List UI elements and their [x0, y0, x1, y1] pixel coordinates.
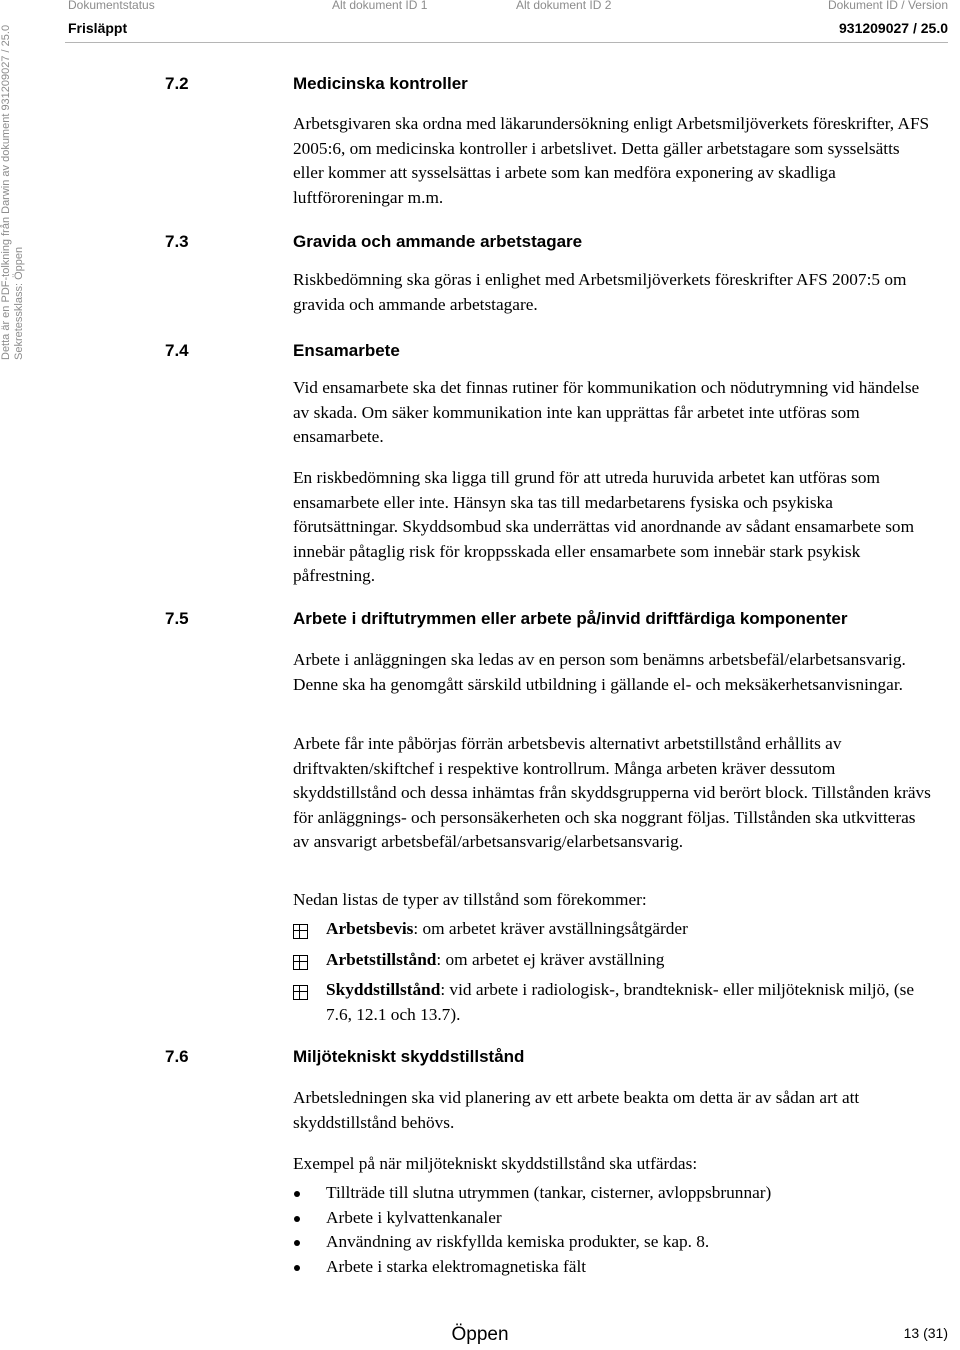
permit-type-list [293, 917, 933, 1027]
side-text-classification: Sekretessklass: Öppen [13, 246, 25, 360]
section-number: 7.5 [165, 609, 189, 628]
list-item-text: Arbete i starka elektromagnetiska fält [326, 1256, 587, 1276]
bullet-icon [294, 1191, 300, 1197]
list-item [293, 978, 933, 1027]
list-item-term: Arbetstillstånd [326, 949, 437, 969]
paragraph: Vid ensamarbete ska det finnas rutiner för kommunikation och nödutrymning vid händelse av skada. Om säker kommunikation inte kan upprättas får arbetet inte utföras som ensamarbete. [293, 378, 920, 447]
section-number: 7.2 [165, 74, 189, 93]
header-label-status: Dokumentstatus [68, 0, 155, 12]
example-list [293, 1181, 933, 1279]
checkbox-bullet-icon [293, 985, 308, 1000]
paragraph: Arbete får inte påbörjas förrän arbetsbevis alternativt arbetstillstånd erhållits av driftvakten/skiftchef i respektive kontrollrum. Många arbeten kräver dessutom skyddstillstånd och dessa inhämtas från skyddsgrupperna vid berört block. Tillstånden krävs för anläggnings- och personsäkerheten och ska noggrant följas. Tillstånden ska utkvitteras av ansvarigt arbetsbefäl/arbetsansvarig/elarbetsansvarig. [293, 734, 931, 852]
header-doc-version-value: 931209027 / 25.0 [839, 20, 948, 36]
list-item-text: Tillträde till slutna utrymmen (tankar, cisterner, avloppsbrunnar) [326, 1183, 772, 1202]
side-text-source: Detta är en PDF-tolkning från Darwin av dokument 931209027 / 25.0 [0, 24, 12, 360]
list-item [293, 1230, 933, 1255]
list-item-text: Arbete i kylvattenkanaler [326, 1207, 502, 1227]
section-number: 7.3 [165, 232, 189, 251]
checkbox-bullet-icon [293, 955, 308, 970]
section-title: Medicinska kontroller [293, 74, 468, 93]
section-title: Arbete i driftutrymmen eller arbete på/invid driftfärdiga komponenter [293, 609, 848, 628]
list-item [293, 1255, 933, 1280]
section-title: Ensamarbete [293, 341, 400, 360]
header-label-doc-id: Dokument ID / Version [827, 0, 948, 12]
side-margin-text [0, 0, 40, 360]
paragraph: Arbetsledningen ska vid planering av ett arbete beakta om detta är av sådan art att skyddstillstånd behövs. [293, 1088, 860, 1132]
list-item-term: Arbetsbevis [326, 919, 414, 938]
paragraph: Arbete i anläggningen ska ledas av en person som benämns arbetsbefäl/elarbetsansvarig. Denne ska ha genomgått särskild utbildning i gällande el- och meksäkerhetsanvisningar. [293, 650, 906, 694]
list-item [293, 1206, 933, 1231]
list-item-term: Skyddstillstånd [326, 980, 441, 1000]
list-item-desc: : vid arbete i radiologisk-, brandteknisk- eller miljöteknisk miljö, (se 7.6, 12.1 och 13.7). [326, 980, 915, 1024]
paragraph: En riskbedömning ska ligga till grund för att utreda huruvida arbetet kan utföras som ensamarbete eller inte. Hänsyn ska tas till medarbetarens fysiska och psykiska förutsättningar. Skyddsombud ska underrättas vid anordnande av sådant ensamarbete som innebär påtaglig risk för kroppsskada eller ensamarbete som innebär stark psykisk påfrestning. [293, 468, 915, 586]
section-title: Gravida och ammande arbetstagare [293, 232, 583, 251]
paragraph: Exempel på när miljötekniskt skyddstillstånd ska utfärdas: [293, 1154, 698, 1173]
footer-page-number: 13 (31) [903, 1325, 948, 1341]
header-label-alt-id-2: Alt dokument ID 2 [516, 0, 612, 12]
list-item-desc: : om arbetet ej kräver avställning [436, 949, 665, 969]
list-item-text: Användning av riskfyllda kemiska produkter, se kap. 8. [326, 1232, 710, 1252]
header-status-value: Frisläppt [68, 20, 128, 36]
section-number: 7.6 [165, 1047, 189, 1066]
list-item [293, 948, 933, 973]
paragraph: Riskbedömning ska göras i enlighet med Arbetsmiljöverkets föreskrifter AFS 2007:5 om gravida och ammande arbetstagare. [293, 270, 907, 314]
bullet-icon [294, 1240, 300, 1246]
list-item-desc: : om arbetet kräver avställningsåtgärder [413, 919, 688, 938]
section-title: Miljötekniskt skyddstillstånd [293, 1047, 525, 1066]
bullet-icon [294, 1216, 300, 1222]
paragraph: Nedan listas de typer av tillstånd som förekommer: [293, 890, 647, 909]
header-label-alt-id-1: Alt dokument ID 1 [332, 0, 428, 12]
paragraph: Arbetsgivaren ska ordna med läkarundersökning enligt Arbetsmiljöverkets föreskrifter, AFS 2005:6, om medicinska kontroller i arbetslivet. Detta gäller arbetstagare som sysselsätts eller kommer att sysselsättas i arbete som kan medföra exponering av skadliga luftföroreningar m.m. [293, 114, 930, 207]
footer-classification: Öppen [451, 1324, 509, 1345]
checkbox-bullet-icon [293, 924, 308, 939]
list-item [293, 917, 933, 942]
list-item [293, 1181, 933, 1206]
header-divider [65, 42, 948, 43]
section-number: 7.4 [165, 341, 189, 360]
bullet-icon [294, 1265, 300, 1271]
